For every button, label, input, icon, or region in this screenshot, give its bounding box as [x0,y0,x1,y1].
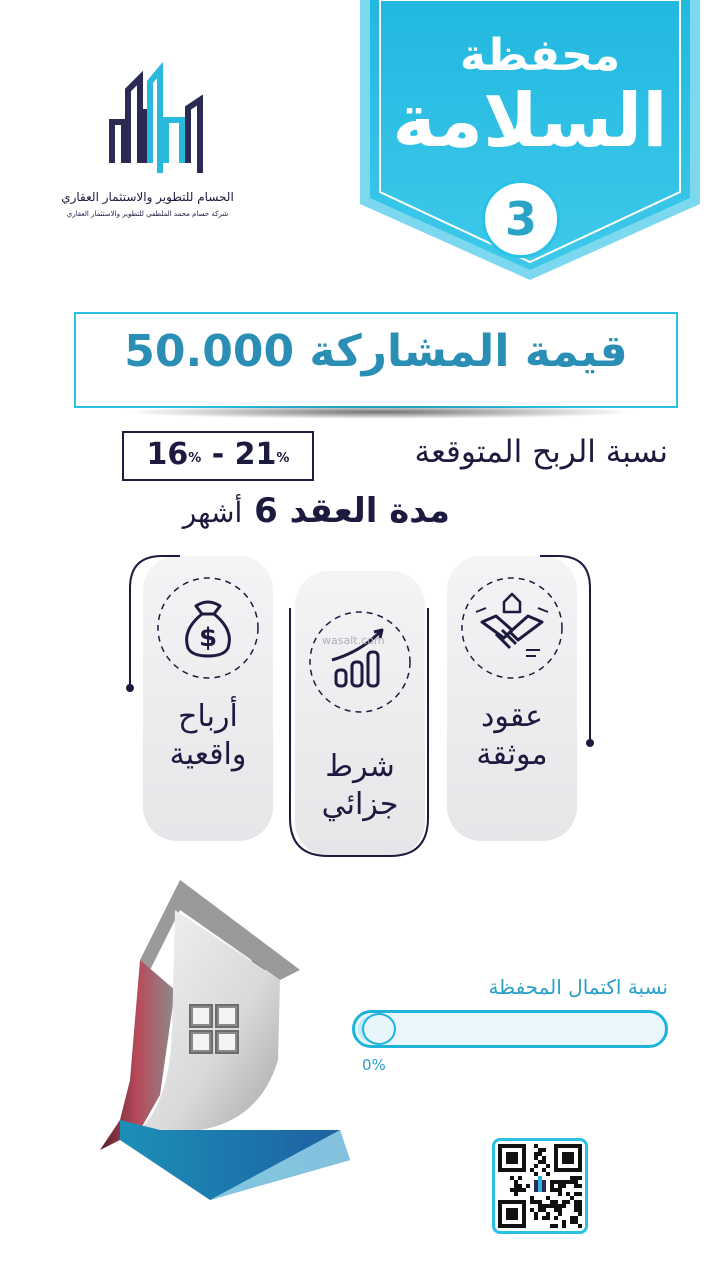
card-line: عقود [481,699,543,734]
completion-value: 0% [362,1056,386,1074]
card-label-profits [143,698,273,774]
portfolio-number-badge: 3 [482,180,560,258]
completion-progress-bar [352,1010,668,1048]
card-line: واقعية [169,737,247,772]
watermark-text: wasalt.com [322,634,385,647]
profit-max: 21 [234,437,277,472]
house-arrow-illustration [80,880,360,1210]
company-subtitle: شركة حسام محمد الملطفي للتطوير والاستثمار العقاري [66,210,229,218]
participation-value: قيمة المشاركة 50.000 [124,326,628,377]
duration-text: مدة العقد 6 [254,491,450,531]
card-label-contracts [447,698,577,774]
card-label-penalty [295,748,425,824]
qr-code[interactable] [498,1144,582,1228]
card-line: أرباح [178,699,238,734]
profit-range [122,437,314,472]
percent-sign: % [276,451,290,466]
duration-unit: أشهر [182,496,243,529]
completion-label: نسبة اكتمال المحفظة [488,975,668,999]
card-line: جزائي [321,787,399,822]
banner-title-line1: محفظة [459,30,621,81]
handshake-icon [456,572,568,684]
money-bag-icon [152,572,264,684]
contract-duration [120,491,450,531]
shadow-divider [120,405,640,419]
card-line: موثقة [476,737,548,772]
svg-text:$: $ [198,623,218,653]
profit-label: نسبة الربح المتوقعة [414,434,668,470]
company-name: الحسام للتطوير والاستثمار العقاري [61,190,234,204]
card-line: شرط [325,749,395,784]
percent-sign: % [188,451,202,466]
progress-knob [362,1013,396,1045]
growth-chart-icon [304,606,416,718]
banner-title-line2: السلامة [392,78,668,164]
profit-min: 16 [146,437,189,472]
range-dash: - [211,437,225,472]
